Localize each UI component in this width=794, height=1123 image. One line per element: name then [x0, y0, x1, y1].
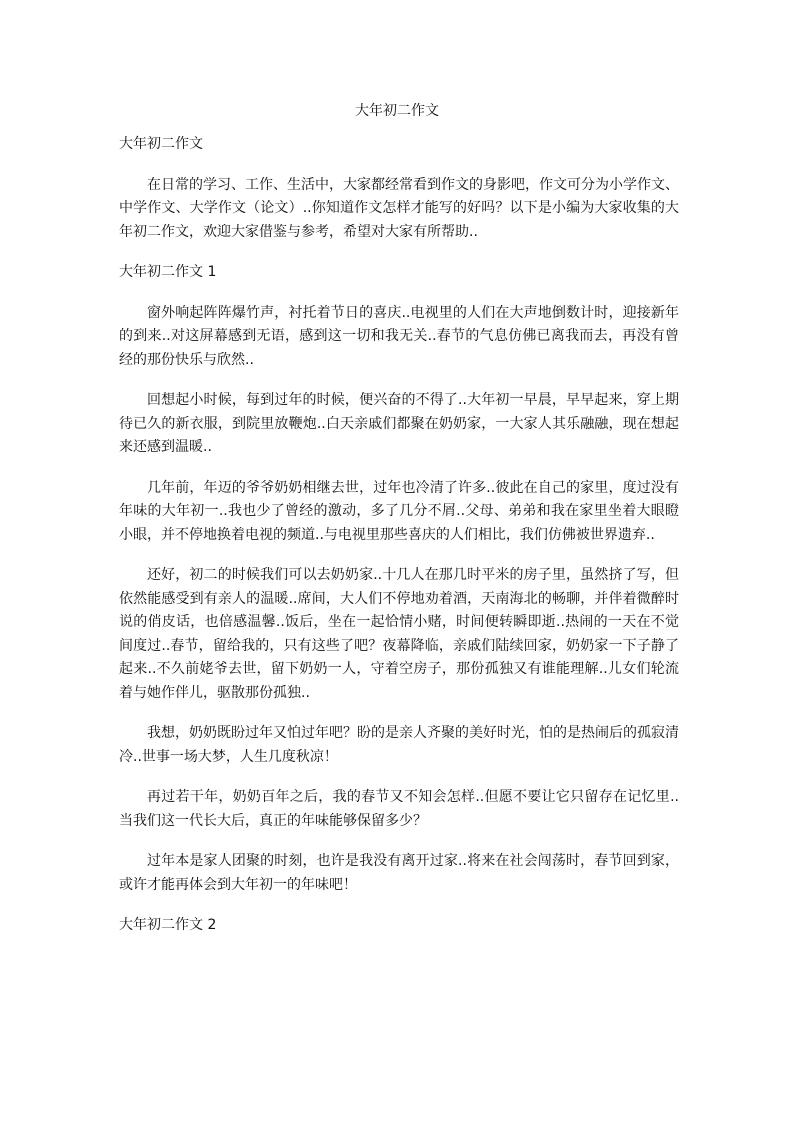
- paragraph-spacer: [119, 460, 679, 477]
- paragraph-spacer: [119, 157, 679, 174]
- section-heading-2: 大年初二作文 2: [119, 917, 217, 933]
- paragraph-spacer: [119, 705, 679, 722]
- document-body: [119, 133, 679, 938]
- document-subtitle: 大年初二作文: [119, 136, 203, 152]
- page-title: 大年初二作文: [355, 103, 439, 119]
- section-1-paragraph: 我想，奶奶既盼过年又怕过年吧？盼的是亲人齐聚的美好时光，怕的是热闹后的孤寂清冷..世事一场大梦，人生几度秋凉！: [119, 725, 679, 765]
- section-1-paragraph: 还好，初二的时候我们可以去奶奶家..十几人在那几时平米的房子里，虽然挤了写，但依然能感受到有亲人的温暖..席间，大人们不停地劝着酒，天南海北的畅聊，并伴着微醉时说的俏皮话，也倍感温馨..饭后，坐在一起恰情小赌，时间便转瞬即逝..热闹的一天在不觉间度过..春节，留给我的，只有这些了吧？夜幕降临，亲戚们陆续回家，奶奶家一下子静了起来..不久前姥爷去世，留下奶奶一人，守着空房子，那份孤独又有谁能理解..儿女们轮流着与她作伴儿，驱散那份孤独..: [119, 567, 679, 701]
- intro-paragraph: 在日常的学习、工作、生活中，大家都经常看到作文的身影吧，作文可分为小学作文、中学作文、大学作文（论文）..你知道作文怎样才能写的好吗？以下是小编为大家收集的大年初二作文，欢迎大家借鉴与参考，希望对大家有所帮助..: [119, 176, 679, 240]
- paragraph-spacer: [119, 769, 679, 786]
- paragraph-spacer: [119, 372, 679, 389]
- paragraph-spacer: [119, 833, 679, 850]
- paragraph-spacer: [119, 547, 679, 564]
- section-heading-1: 大年初二作文 1: [119, 264, 217, 280]
- paragraph-spacer: [119, 285, 679, 302]
- section-1-paragraph: 窗外响起阵阵爆竹声，衬托着节日的喜庆..电视里的人们在大声地倒数计时，迎接新年的到来..对这屏幕感到无语，感到这一切和我无关..春节的气息仿佛已离我而去，再没有曾经的那份快乐与欣然..: [119, 304, 679, 368]
- section-1-paragraph: 再过若干年，奶奶百年之后，我的春节又不知会怎样..但愿不要让它只留存在记忆里..当我们这一代长大后，真正的年味能够保留多少？: [119, 789, 679, 829]
- section-1-paragraph: 过年本是家人团聚的时刻，也许是我没有离开过家..将来在社会闯荡时，春节回到家，或许才能再体会到大年初一的年味吧！: [119, 853, 679, 893]
- paragraph-spacer: [119, 244, 679, 261]
- section-1-paragraph: 几年前，年迈的爷爷奶奶相继去世，过年也冷清了许多..彼此在自己的家里，度过没有年味的大年初一..我也少了曾经的激动，多了几分不屑..父母、弟弟和我在家里坐着大眼瞪小眼，并不停地换着电视的频道..与电视里那些喜庆的人们相比，我们仿佛被世界遗弃..: [119, 479, 679, 543]
- paragraph-spacer: [119, 897, 679, 914]
- section-1-paragraph: 回想起小时候，每到过年的时候，便兴奋的不得了..大年初一早晨，早早起来，穿上期待已久的新衣服，到院里放鞭炮..白天亲戚们都聚在奶奶家，一大家人其乐融融，现在想起来还感到温暖..: [119, 392, 679, 455]
